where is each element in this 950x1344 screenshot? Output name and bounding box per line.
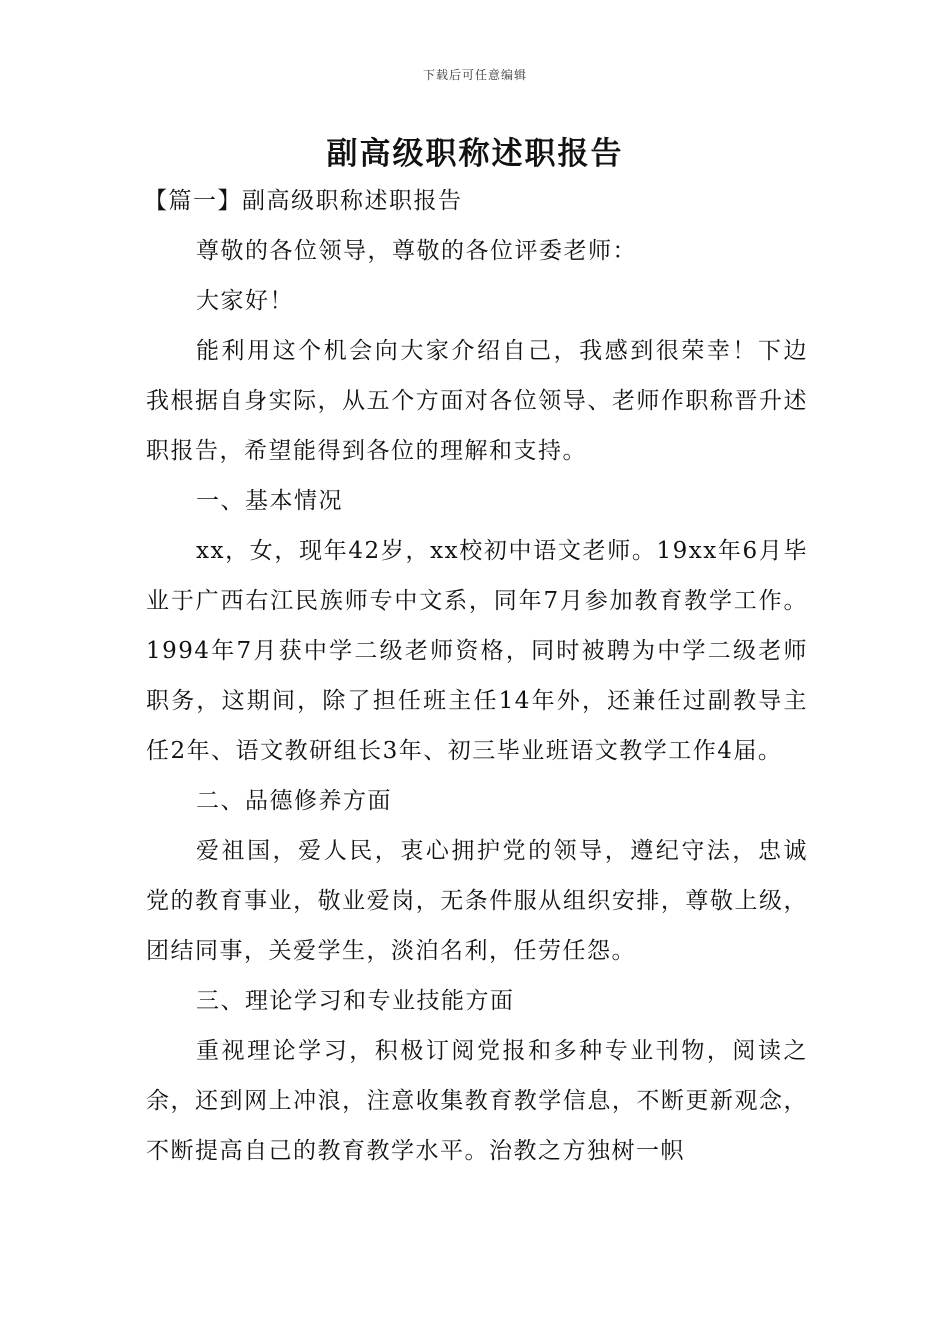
theory-paragraph: 重视理论学习，积极订阅党报和多种专业刊物，阅读之余，还到网上冲浪，注意收集教育教学信息，不断更新观念，不断提高自己的教育教学水平。治教之方独树一帜 (146, 1038, 808, 1164)
document-body (146, 176, 808, 1176)
salutation-paragraph: 尊敬的各位领导，尊敬的各位评委老师： (196, 238, 637, 264)
greeting-paragraph: 大家好！ (196, 288, 294, 314)
document-title: 副高级职称述职报告 (326, 136, 624, 172)
header-note: 下载后可任意编辑 (422, 68, 527, 82)
section-subtitle: 【篇一】副高级职称述职报告 (144, 188, 463, 214)
section-heading-theory: 三、理论学习和专业技能方面 (196, 988, 515, 1014)
basic-info-paragraph: xx，女，现年42岁，xx校初中语文老师。19xx年6月毕业于广西右江民族师专中文系，同年7月参加教育教学工作。1994年7月获中学二级老师资格，同时被聘为中学二级老师职务，这期间，除了担任班主任14年外，还兼任过副教导主任2年、语文教研组长3年、初三毕业班语文教学工作4届。 (146, 538, 808, 764)
moral-paragraph: 爱祖国，爱人民，衷心拥护党的领导，遵纪守法，忠诚党的教育事业，敬业爱岗，无条件服从组织安排，尊敬上级，团结同事，关爱学生，淡泊名利，任劳任怨。 (146, 838, 808, 964)
section-heading-basic-info: 一、基本情况 (196, 488, 343, 514)
section-heading-moral: 二、品德修养方面 (196, 788, 392, 814)
intro-paragraph: 能利用这个机会向大家介绍自己，我感到很荣幸！下边我根据自身实际，从五个方面对各位领导、老师作职称晋升述职报告，希望能得到各位的理解和支持。 (146, 338, 808, 464)
